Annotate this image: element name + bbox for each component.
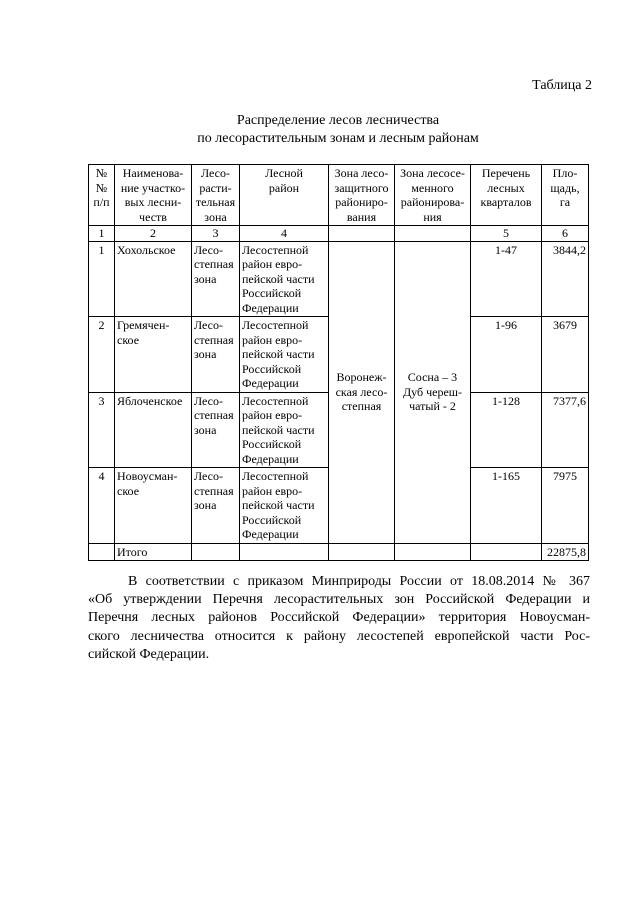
header-felling-zone: Зона лесосе- менного районирова- ния — [395, 165, 471, 226]
table-caption: Таблица 2 — [532, 78, 592, 93]
quarters: 1-96 — [471, 317, 542, 393]
quarters: 1-47 — [471, 241, 542, 317]
header-protective-zone: Зона лесо- защитного райониро- вания — [329, 165, 395, 226]
total-empty-cell — [89, 543, 115, 561]
column-number: 6 — [542, 226, 589, 242]
title-line: Распределение лесов лесничества — [236, 113, 440, 128]
paragraph-line: Перечня лесных районов Российской Федерации» территория Новоусман- — [88, 610, 590, 626]
paragraph-line: ского лесничества относится к району лесостепей европейской части Рос- — [88, 628, 590, 644]
paragraph-line: «Об утверждении Перечня лесорастительных зон Российской Федерации и — [88, 592, 590, 608]
forest-region: Лесостепной район евро- пейской части Российской Федерации — [240, 317, 329, 393]
column-number: 1 — [89, 226, 115, 242]
forest-region: Лесостепной район евро- пейской части Российской Федерации — [240, 468, 329, 544]
row-number: 1 — [89, 241, 115, 317]
forest-region: Лесостепной район евро- пейской части Российской Федерации — [240, 392, 329, 468]
body-paragraph — [88, 573, 590, 664]
area: 3844,2 — [542, 241, 589, 317]
forest-zone: Лесо- степная зона — [192, 241, 240, 317]
section-name: Хохольское — [115, 241, 192, 317]
total-empty-cell — [471, 543, 542, 561]
forest-zone: Лесо- степная зона — [192, 392, 240, 468]
total-area: 22875,8 — [542, 543, 589, 561]
table-title — [88, 112, 588, 148]
forest-zone: Лесо- степная зона — [192, 317, 240, 393]
column-number-row — [89, 226, 589, 242]
felling-zone-cell: Сосна – 3 Дуб череш- чатый - 2 — [395, 241, 471, 543]
header-forest-zone: Лесо- расти- тельная зона — [192, 165, 240, 226]
header-row — [89, 165, 589, 226]
section-name: Яблоченское — [115, 392, 192, 468]
area: 7975 — [542, 468, 589, 544]
column-number: 5 — [471, 226, 542, 242]
header-section-name: Наименова- ние участко- вых лесни- честв — [115, 165, 192, 226]
header-area: Пло- щадь, га — [542, 165, 589, 226]
column-number: 3 — [192, 226, 240, 242]
total-empty-cell — [395, 543, 471, 561]
table-row — [89, 241, 589, 317]
forest-distribution-table — [88, 164, 589, 561]
total-row — [89, 543, 589, 561]
area: 7377,6 — [542, 392, 589, 468]
section-name: Новоусман- ское — [115, 468, 192, 544]
forest-region: Лесостепной район евро- пейской части Российской Федерации — [240, 241, 329, 317]
column-number: 4 — [240, 226, 329, 242]
title-line: по лесорастительным зонам и лесным районам — [197, 131, 479, 146]
total-empty-cell — [329, 543, 395, 561]
quarters: 1-165 — [471, 468, 542, 544]
quarters: 1-128 — [471, 392, 542, 468]
protective-zone-cell: Воронеж- ская лесо- степная — [329, 241, 395, 543]
total-empty-cell — [192, 543, 240, 561]
area: 3679 — [542, 317, 589, 393]
column-number — [395, 226, 471, 242]
row-number: 2 — [89, 317, 115, 393]
header-quarters: Перечень лесных кварталов — [471, 165, 542, 226]
paragraph-line: сийской Федерации. — [88, 646, 210, 662]
forest-zone: Лесо- степная зона — [192, 468, 240, 544]
column-number — [329, 226, 395, 242]
header-number: № № п/п — [89, 165, 115, 226]
total-label: Итого — [115, 543, 192, 561]
total-empty-cell — [240, 543, 329, 561]
section-name: Гремячен- ское — [115, 317, 192, 393]
row-number: 3 — [89, 392, 115, 468]
paragraph-line: В соответствии с приказом Минприроды России от 18.08.2014 № 367 — [128, 574, 590, 589]
column-number: 2 — [115, 226, 192, 242]
row-number: 4 — [89, 468, 115, 544]
header-forest-region: Лесной район — [240, 165, 329, 226]
